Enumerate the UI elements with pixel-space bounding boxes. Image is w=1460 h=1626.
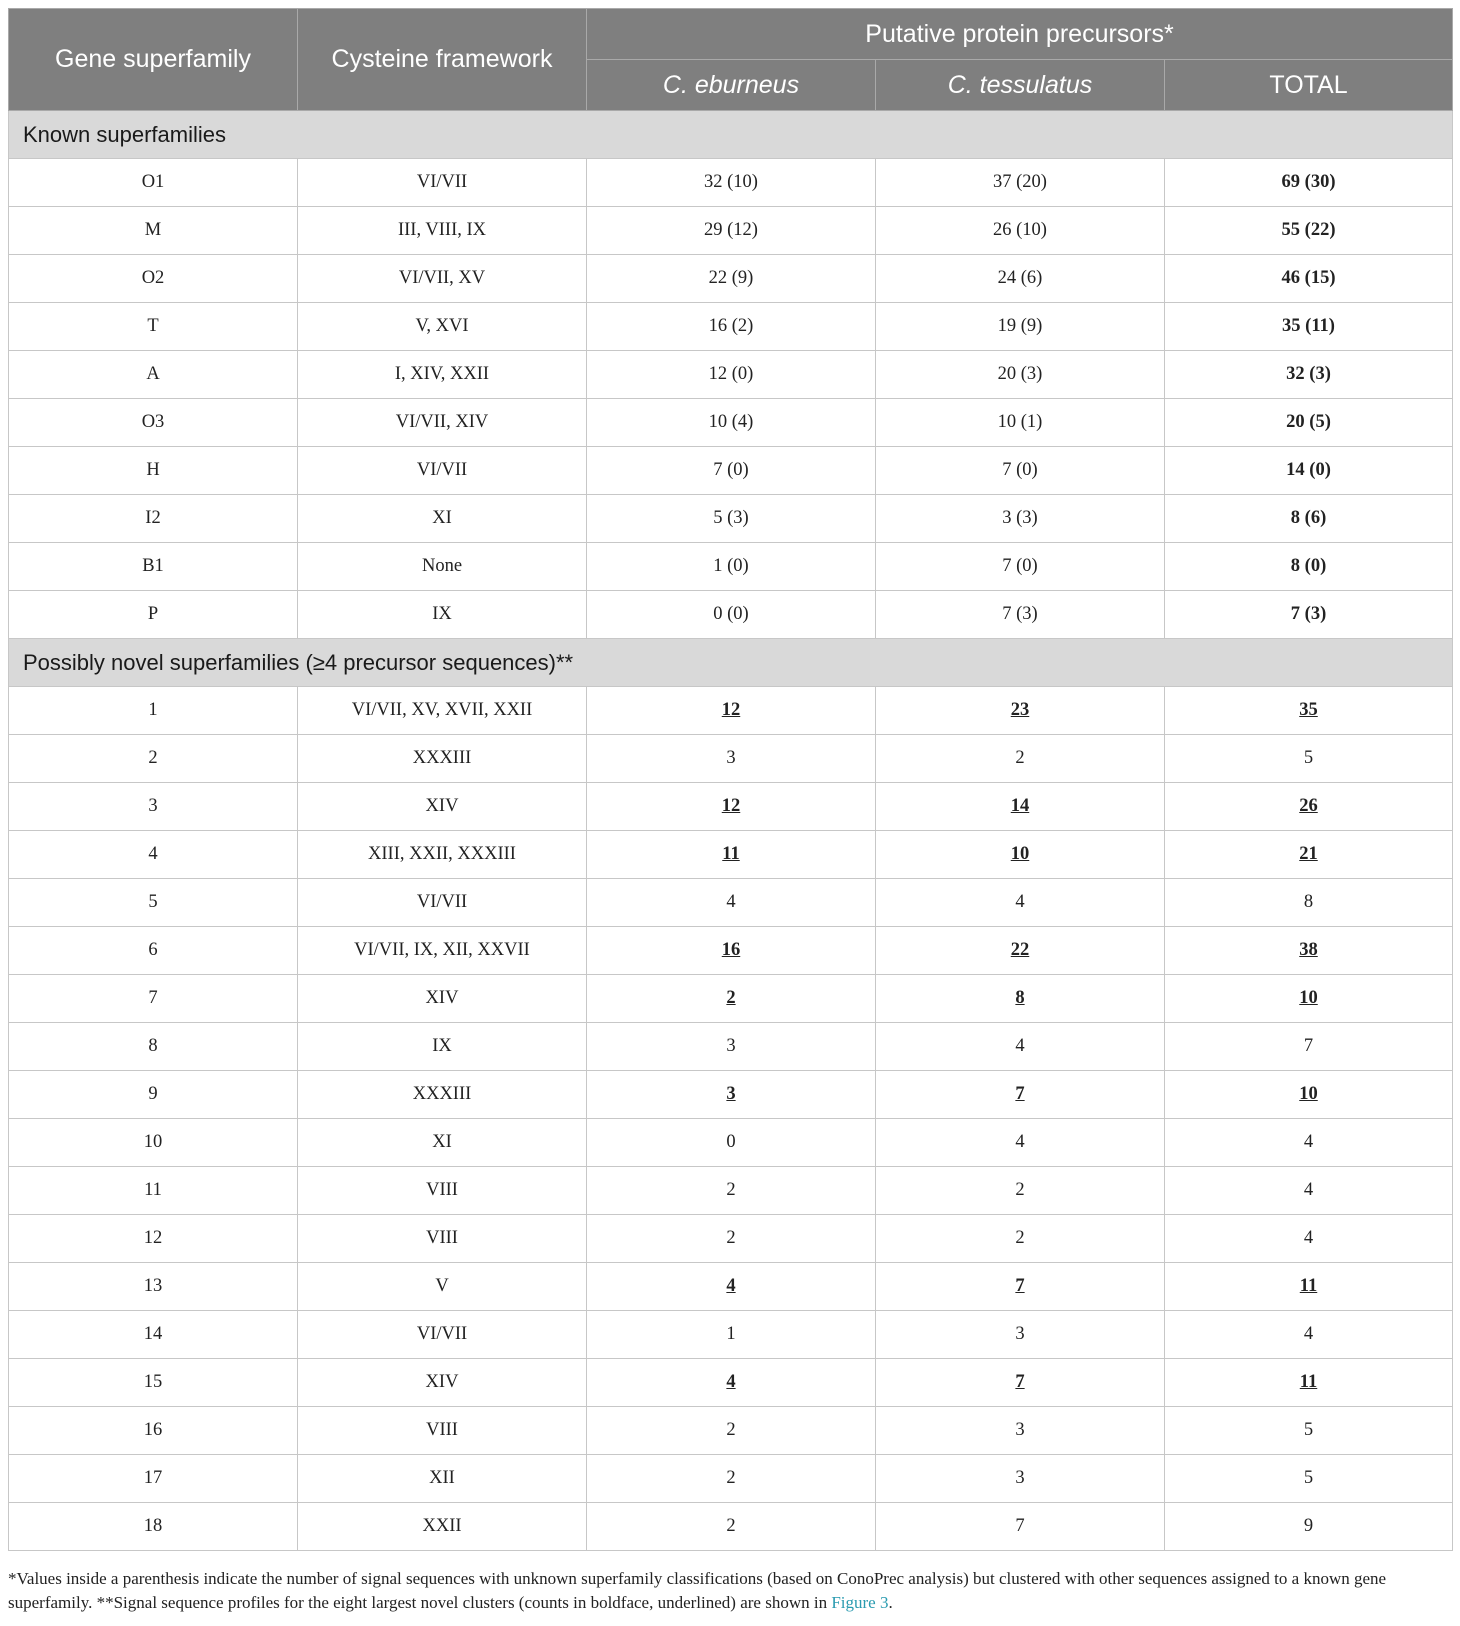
cell-superfamily: A: [9, 351, 298, 399]
cell-tessulatus: 3 (3): [876, 495, 1165, 543]
cell-superfamily: B1: [9, 543, 298, 591]
cell-total: 38: [1165, 927, 1453, 975]
cell-framework: XI: [298, 1119, 587, 1167]
cell-superfamily: 11: [9, 1167, 298, 1215]
table-row: [9, 255, 1453, 303]
cell-eburneus: 0 (0): [587, 591, 876, 639]
cell-tessulatus: 23: [876, 687, 1165, 735]
cell-tessulatus: 2: [876, 1167, 1165, 1215]
cell-total: 10: [1165, 975, 1453, 1023]
cell-framework: VI/VII: [298, 1311, 587, 1359]
table-row: [9, 1263, 1453, 1311]
cell-total: 7 (3): [1165, 591, 1453, 639]
cell-eburneus: 4: [587, 879, 876, 927]
cell-framework: XXXIII: [298, 1071, 587, 1119]
cell-superfamily: O2: [9, 255, 298, 303]
cell-tessulatus: 7: [876, 1263, 1165, 1311]
table-row: [9, 1023, 1453, 1071]
table-row: [9, 687, 1453, 735]
table-row: [9, 1071, 1453, 1119]
cell-eburneus: 16 (2): [587, 303, 876, 351]
table-row: [9, 495, 1453, 543]
cell-framework: None: [298, 543, 587, 591]
table-row: [9, 447, 1453, 495]
cell-eburneus: 12: [587, 687, 876, 735]
table-row: [9, 1503, 1453, 1551]
cell-tessulatus: 22: [876, 927, 1165, 975]
table-body: [9, 111, 1453, 1551]
cell-total: 32 (3): [1165, 351, 1453, 399]
cell-framework: VI/VII: [298, 879, 587, 927]
cell-eburneus: 3: [587, 1023, 876, 1071]
table-footnote: [8, 1567, 1456, 1615]
cell-framework: I, XIV, XXII: [298, 351, 587, 399]
cell-framework: III, VIII, IX: [298, 207, 587, 255]
cell-framework: VIII: [298, 1167, 587, 1215]
table-header: [9, 9, 1453, 111]
table-row: [9, 1119, 1453, 1167]
table-row: [9, 1215, 1453, 1263]
cell-framework: VI/VII, XV: [298, 255, 587, 303]
cell-total: 46 (15): [1165, 255, 1453, 303]
cell-framework: XII: [298, 1455, 587, 1503]
cell-tessulatus: 3: [876, 1455, 1165, 1503]
cell-total: 26: [1165, 783, 1453, 831]
table-row: [9, 1167, 1453, 1215]
cell-eburneus: 2: [587, 1215, 876, 1263]
cell-eburneus: 1 (0): [587, 543, 876, 591]
cell-total: 69 (30): [1165, 159, 1453, 207]
cell-superfamily: 6: [9, 927, 298, 975]
table-row: [9, 543, 1453, 591]
cell-total: 5: [1165, 735, 1453, 783]
cell-superfamily: M: [9, 207, 298, 255]
cell-superfamily: T: [9, 303, 298, 351]
cell-total: 21: [1165, 831, 1453, 879]
cell-framework: VI/VII, XV, XVII, XXII: [298, 687, 587, 735]
table-row: [9, 351, 1453, 399]
cell-eburneus: 3: [587, 735, 876, 783]
cell-total: 35 (11): [1165, 303, 1453, 351]
cell-eburneus: 7 (0): [587, 447, 876, 495]
cell-total: 4: [1165, 1311, 1453, 1359]
cell-total: 55 (22): [1165, 207, 1453, 255]
cell-total: 4: [1165, 1215, 1453, 1263]
table-row: [9, 927, 1453, 975]
cell-framework: VIII: [298, 1407, 587, 1455]
cell-tessulatus: 2: [876, 1215, 1165, 1263]
cell-total: 20 (5): [1165, 399, 1453, 447]
cell-tessulatus: 7: [876, 1359, 1165, 1407]
cell-eburneus: 22 (9): [587, 255, 876, 303]
cell-total: 4: [1165, 1167, 1453, 1215]
header-species-tessulatus: C. tessulatus: [876, 60, 1165, 111]
cell-eburneus: 1: [587, 1311, 876, 1359]
cell-framework: XIV: [298, 1359, 587, 1407]
cell-tessulatus: 4: [876, 1119, 1165, 1167]
cell-tessulatus: 10: [876, 831, 1165, 879]
cell-superfamily: 18: [9, 1503, 298, 1551]
cell-tessulatus: 14: [876, 783, 1165, 831]
cell-framework: IX: [298, 1023, 587, 1071]
table-row: [9, 879, 1453, 927]
table-row: [9, 399, 1453, 447]
cell-framework: VI/VII: [298, 447, 587, 495]
cell-total: 5: [1165, 1407, 1453, 1455]
table-row: [9, 159, 1453, 207]
cell-total: 11: [1165, 1359, 1453, 1407]
cell-tessulatus: 7 (0): [876, 543, 1165, 591]
cell-eburneus: 2: [587, 975, 876, 1023]
cell-framework: XXII: [298, 1503, 587, 1551]
cell-total: 35: [1165, 687, 1453, 735]
cell-eburneus: 32 (10): [587, 159, 876, 207]
cell-total: 8 (0): [1165, 543, 1453, 591]
cell-eburneus: 11: [587, 831, 876, 879]
header-gene-superfamily: Gene superfamily: [9, 9, 298, 111]
cell-tessulatus: 19 (9): [876, 303, 1165, 351]
cell-eburneus: 12 (0): [587, 351, 876, 399]
superfamily-table: [8, 8, 1453, 1551]
cell-superfamily: 17: [9, 1455, 298, 1503]
cell-framework: XI: [298, 495, 587, 543]
cell-eburneus: 2: [587, 1503, 876, 1551]
cell-tessulatus: 26 (10): [876, 207, 1165, 255]
header-total: TOTAL: [1165, 60, 1453, 111]
cell-total: 5: [1165, 1455, 1453, 1503]
cell-tessulatus: 7 (3): [876, 591, 1165, 639]
header-cysteine-framework: Cysteine framework: [298, 9, 587, 111]
cell-superfamily: 9: [9, 1071, 298, 1119]
cell-total: 11: [1165, 1263, 1453, 1311]
table-row: [9, 831, 1453, 879]
cell-tessulatus: 20 (3): [876, 351, 1165, 399]
header-species-eburneus: C. eburneus: [587, 60, 876, 111]
cell-total: 9: [1165, 1503, 1453, 1551]
cell-total: 8 (6): [1165, 495, 1453, 543]
cell-superfamily: 12: [9, 1215, 298, 1263]
cell-superfamily: 16: [9, 1407, 298, 1455]
cell-superfamily: 13: [9, 1263, 298, 1311]
table-row: [9, 1455, 1453, 1503]
cell-tessulatus: 8: [876, 975, 1165, 1023]
cell-framework: VIII: [298, 1215, 587, 1263]
cell-tessulatus: 3: [876, 1311, 1165, 1359]
cell-superfamily: P: [9, 591, 298, 639]
footnote-end: .: [888, 1593, 893, 1612]
cell-superfamily: O3: [9, 399, 298, 447]
cell-eburneus: 0: [587, 1119, 876, 1167]
cell-superfamily: 2: [9, 735, 298, 783]
section-title: Possibly novel superfamilies (≥4 precursor sequences)**: [9, 639, 1453, 687]
cell-superfamily: 4: [9, 831, 298, 879]
cell-tessulatus: 10 (1): [876, 399, 1165, 447]
cell-tessulatus: 24 (6): [876, 255, 1165, 303]
cell-superfamily: 15: [9, 1359, 298, 1407]
cell-eburneus: 16: [587, 927, 876, 975]
cell-eburneus: 29 (12): [587, 207, 876, 255]
cell-superfamily: 10: [9, 1119, 298, 1167]
cell-tessulatus: 7 (0): [876, 447, 1165, 495]
cell-framework: XIV: [298, 783, 587, 831]
cell-framework: XIII, XXII, XXXIII: [298, 831, 587, 879]
cell-tessulatus: 37 (20): [876, 159, 1165, 207]
cell-framework: V, XVI: [298, 303, 587, 351]
cell-framework: VI/VII: [298, 159, 587, 207]
cell-eburneus: 10 (4): [587, 399, 876, 447]
cell-framework: VI/VII, XIV: [298, 399, 587, 447]
cell-tessulatus: 7: [876, 1503, 1165, 1551]
cell-eburneus: 2: [587, 1167, 876, 1215]
table-row: [9, 735, 1453, 783]
cell-total: 7: [1165, 1023, 1453, 1071]
footnote-text: *Values inside a parenthesis indicate the number of signal sequences with unknown superfamily classifications (based on ConoPrec analysis) but clustered with other sequences assigned to a known gene superfamily. **Signal sequence profiles for the eight largest novel clusters (counts in boldface, underlined) are shown in: [8, 1569, 1387, 1612]
cell-superfamily: 1: [9, 687, 298, 735]
cell-eburneus: 4: [587, 1263, 876, 1311]
cell-tessulatus: 7: [876, 1071, 1165, 1119]
table-row: [9, 303, 1453, 351]
table-row: [9, 591, 1453, 639]
section-row: [9, 111, 1453, 159]
table-row: [9, 1359, 1453, 1407]
header-precursors-group: Putative protein precursors*: [587, 9, 1453, 60]
cell-tessulatus: 4: [876, 1023, 1165, 1071]
cell-total: 14 (0): [1165, 447, 1453, 495]
table-row: [9, 975, 1453, 1023]
table-row: [9, 1311, 1453, 1359]
cell-eburneus: 3: [587, 1071, 876, 1119]
table-row: [9, 1407, 1453, 1455]
table-row: [9, 783, 1453, 831]
cell-framework: VI/VII, IX, XII, XXVII: [298, 927, 587, 975]
cell-total: 8: [1165, 879, 1453, 927]
cell-superfamily: I2: [9, 495, 298, 543]
cell-superfamily: 3: [9, 783, 298, 831]
cell-superfamily: 7: [9, 975, 298, 1023]
cell-tessulatus: 4: [876, 879, 1165, 927]
cell-eburneus: 2: [587, 1407, 876, 1455]
cell-superfamily: 14: [9, 1311, 298, 1359]
cell-superfamily: 8: [9, 1023, 298, 1071]
figure-3-link[interactable]: Figure 3: [831, 1593, 889, 1612]
cell-total: 4: [1165, 1119, 1453, 1167]
cell-framework: IX: [298, 591, 587, 639]
section-row: [9, 639, 1453, 687]
cell-superfamily: O1: [9, 159, 298, 207]
cell-eburneus: 12: [587, 783, 876, 831]
cell-eburneus: 2: [587, 1455, 876, 1503]
cell-tessulatus: 3: [876, 1407, 1165, 1455]
cell-framework: XIV: [298, 975, 587, 1023]
cell-superfamily: H: [9, 447, 298, 495]
cell-tessulatus: 2: [876, 735, 1165, 783]
cell-eburneus: 5 (3): [587, 495, 876, 543]
cell-total: 10: [1165, 1071, 1453, 1119]
cell-eburneus: 4: [587, 1359, 876, 1407]
section-title: Known superfamilies: [9, 111, 1453, 159]
cell-framework: V: [298, 1263, 587, 1311]
cell-superfamily: 5: [9, 879, 298, 927]
table-row: [9, 207, 1453, 255]
cell-framework: XXXIII: [298, 735, 587, 783]
